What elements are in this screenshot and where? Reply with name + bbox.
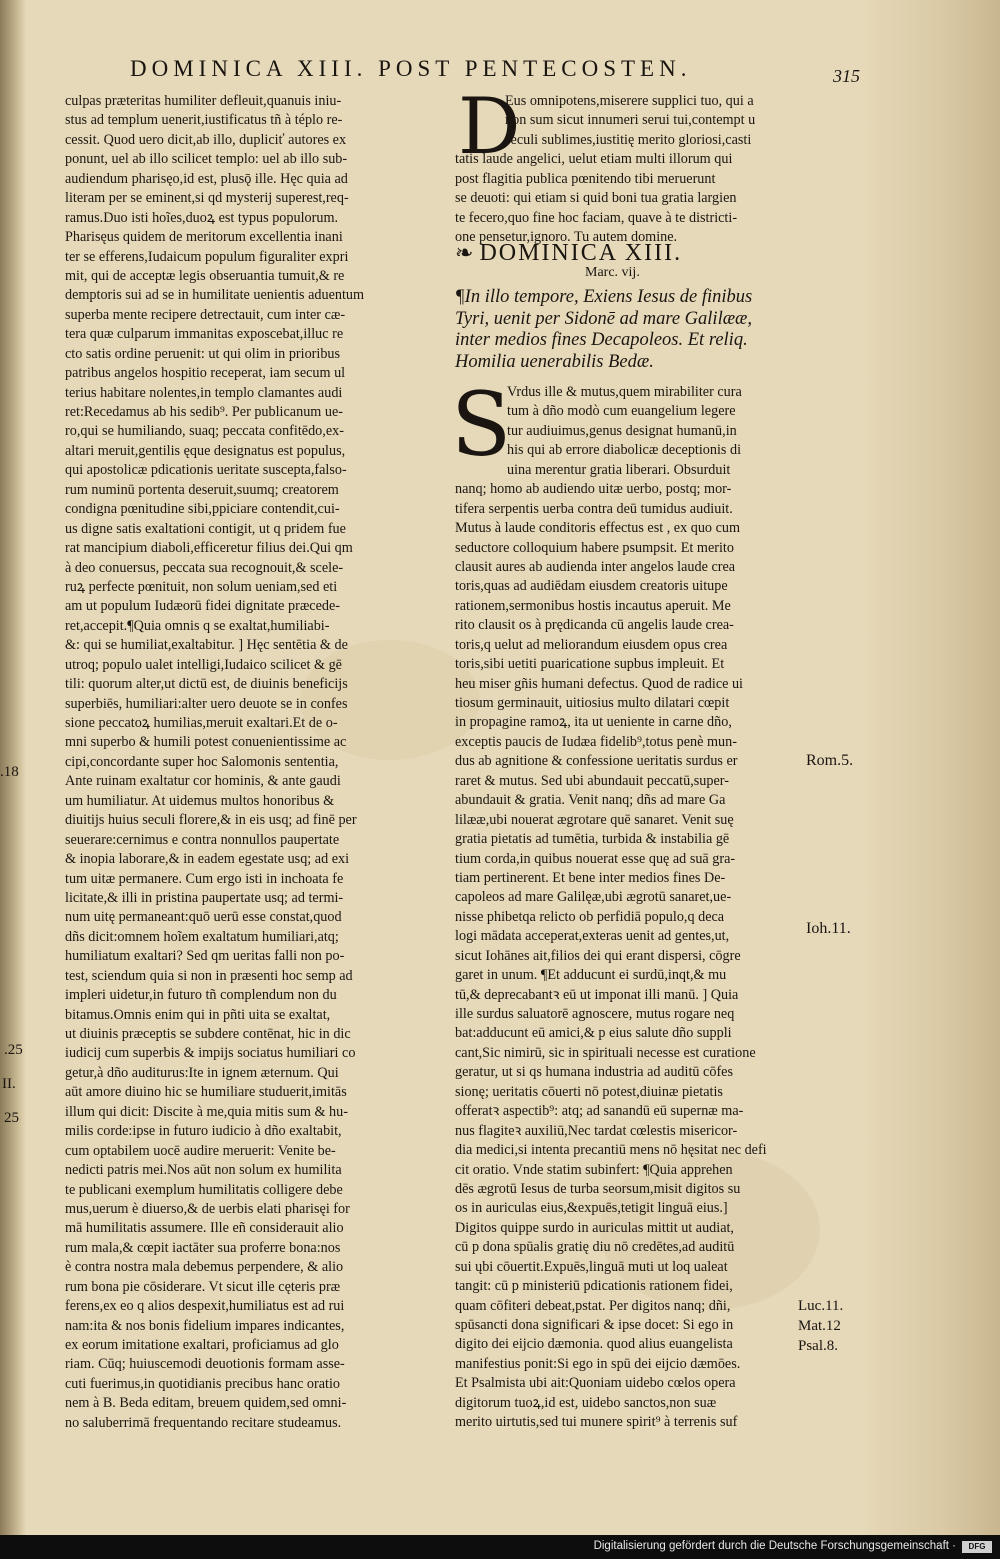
text-line: demptoris sui ad se in humilitate uenientis aduentum (65, 287, 365, 304)
text-line: lilææ,ubi nouerat ægrotare quē sanaret. Venit suę (455, 811, 734, 828)
text-line: toris,q uelut ad meliorandum eiusdem opus crea (455, 636, 728, 653)
text-line: Mutus à laude conditoris effectus est , ex quo cum (455, 520, 740, 537)
text-line: us digne satis exaltationi contigit, ut q pridem fue (65, 520, 346, 537)
text-line: tium corda,in quibus nouerat esse quę ad suā gra- (455, 850, 736, 867)
text-line: getur,à dño auditurus:Ite in ignem æternum. Qui (65, 1064, 339, 1081)
text-line: stus ad templum uenerit,iustificatus tñ à téplo re- (65, 112, 343, 129)
text-line: uina merentur gratia liberari. Obsurduit (507, 461, 731, 478)
text-line: nisse phibetqa relicto ob perfidiā populo,q deca (455, 908, 725, 925)
text-line: bitamus.Omnis enim qui in pñti uita se exaltat, (65, 1006, 331, 1023)
margin-note-right: Rom.5. (806, 752, 854, 769)
margin-note-left: .18 (0, 764, 19, 780)
text-line: audiendum pharisęo,id est, plusǭ ille. Hęc quia ad (65, 170, 348, 187)
text-line: nanq; homo ab audiendo uitæ uerbo, postq; mor- (455, 481, 732, 498)
text-line: no saluberrimā frequentando recitare studeamus. (65, 1414, 342, 1431)
text-line: seculi sublimes,iustitię merito gloriosi,casti (505, 131, 752, 148)
text-line: cit oratio. Vnde statim subinfert: ¶Quia apprehen (455, 1161, 733, 1178)
text-line: merito uirtutis,sed tui munere spirit⁹ à terrenis suf (455, 1414, 738, 1431)
text-line: ferens,ex eo q alios despexit,humiliatus est ad rui (65, 1298, 345, 1315)
text-line: rum mala,& cœpit iactāter sua proferre bona:nos (65, 1239, 341, 1256)
text-line: clausit aures ab audienda inter angelos laude crea (455, 558, 736, 575)
text-line: manifestius ponit:Si ego in spū dei eijcio dæmōes. (455, 1355, 741, 1372)
homily-text (455, 383, 797, 1433)
text-line: toris,sibi uetiti puaricatione supbus impleuit. Et (455, 656, 725, 673)
text-line: tur audiuimus,genus designat humanū,in (507, 422, 737, 439)
text-line: tiam pertinerent. Et bene inter medios fines De- (455, 869, 726, 886)
text-line: am ut populum Iudæorū fidei dignitate præcede- (65, 598, 341, 615)
text-line: test, sciendum quia si non in præsenti hoc semp ad (65, 967, 353, 984)
text-line: tum uitæ permanere. Cum ergo isti in inchoata fe (65, 870, 344, 887)
text-line: dñs dicit:omnem hoĩem exaltatum humiliari,atq; (65, 928, 339, 945)
text-line: num uitę permaneant:quō uerū esse constat,quod (65, 909, 342, 926)
margin-note-left: .25 (4, 1042, 23, 1058)
margin-note-right: Psal.8. (798, 1338, 839, 1354)
text-line: mit, qui de acceptæ legis obseruantia tumuit,& re (65, 267, 345, 284)
text-line: quam cōfiteri debeat,pstat. Per digitos nanq; dñi, (455, 1297, 731, 1314)
text-line: ret,accepit.¶Quia omnis q se exaltat,humiliabi- (65, 617, 330, 634)
text-line: os in auriculas eius,&expuēs,tetigit linguā eius.] (455, 1200, 728, 1217)
text-line: tū,& deprecabantꝛ eū ut imponat illi manū. ] Quia (455, 986, 739, 1003)
text-line: abundauit & gratia. Venit nanq; dñs ad mare Ga (455, 792, 726, 809)
text-line: bat:adducunt eū amici,& p eius salute dño suppli (455, 1025, 732, 1042)
text-line: cant,Sic nimirū, sic in spirituali necesse est curatione (455, 1044, 756, 1061)
text-line: ret:Recedamus ab his sedib⁹. Per publicanum ue- (65, 404, 343, 420)
text-line: dia medici,si intenta precantiū mens nō hęsitat nec defi (455, 1142, 767, 1159)
incipit-line: Homilia uenerabilis Bedæ. (455, 351, 654, 372)
text-line: & inopia laborare,& in eadem egestate usq; ad exi (65, 851, 350, 868)
text-line: mā humilitatis assumere. Ille eñ considerauit alio (65, 1220, 344, 1237)
text-line: rum bona pie cōsiderare. Vt sicut ille cęteris præ (65, 1278, 341, 1295)
text-line: condigna pœnitudine sibi,ppiciare contendit,cui- (65, 501, 340, 518)
text-line: sione peccatoꝝ humilias,meruit exaltari.Et de o- (65, 715, 338, 731)
page-edge-shading (860, 0, 1000, 1535)
text-line: one pensetur,ignoro. Tu autem domine. (455, 229, 678, 246)
text-line: garet in unum. ¶Et adducunt ei surdū,inqt,& mu (455, 967, 727, 984)
text-line: Ante ruinam exaltatur cor hominis, & ante gaudi (65, 773, 341, 790)
prayer-initial: D (458, 82, 521, 172)
text-line: toris,quas ad audiēdam eiusdem creatoris uitupe (455, 578, 728, 595)
text-line: sionę; ueritatis cōuerti nō potest,diuinæ pietatis (455, 1083, 723, 1100)
text-line: mus,uerum è diuerso,& de uerbis elati pharisęi for (65, 1200, 350, 1217)
text-line: cipi,concordante super hoc Salomonis sententia, (65, 753, 339, 770)
text-line: seductore colloquium habere psumpsit. Et merito (455, 539, 734, 556)
text-line: rationem,sermonibus hostis incautus aperuit. Me (455, 597, 731, 614)
text-line: heu miser gñis humani defectus. Quod de radice ui (455, 675, 744, 692)
text-line: offeratꝛ aspectib⁹: atq; ad sanandū eū supernæ ma- (455, 1103, 744, 1120)
text-line: Vrdus ille & mutus,quem mirabiliter cura (507, 384, 742, 400)
running-title: DOMINICA XIII. POST PENTECOSTEN. (130, 56, 692, 81)
text-line: cessit. Quod uero dicit,ab illo, dupliciť autores ex (65, 131, 347, 148)
margin-note-left: 25 (4, 1110, 19, 1126)
text-line: non sum sicut innumeri serui tui,contempt u (505, 112, 756, 129)
text-line: è contra nostra mala debemus perpendere, & alio (65, 1259, 344, 1276)
prayer-text (455, 92, 797, 248)
text-line: superba mente recipere detrectauit, cum inter cæ- (65, 306, 346, 323)
text-line: logi mādata acceperat,exteras uenit ad gentes,ut, (455, 928, 730, 945)
incipit-line: ¶In illo tempore, Exiens Iesus de finibus (455, 287, 753, 307)
text-line: cū p dona spūalis gratię diu nō credētes,ad auditū (455, 1239, 735, 1256)
margin-note-right: Mat.12 (798, 1318, 841, 1334)
text-line: ro,qui se humiliando, suaq; peccata confitēdo,ex- (65, 423, 344, 440)
text-line: ponunt, uel ab illo scilicet templo: uel ab illo sub- (65, 151, 348, 168)
text-line: rito clausit os à prędicanda cū angelis laude crea- (455, 617, 734, 634)
homily-initial: S (451, 373, 512, 476)
text-line: rum numinū portenta deseruit,suumq; creatorem (65, 481, 339, 498)
text-line: digitorum tuoꝝ,id est, uidebo sanctos,non suæ (455, 1394, 717, 1411)
fleuron-ornament: ❧ (455, 240, 476, 265)
gospel-incipit (455, 287, 810, 373)
text-line: geratur, ut si qs humana industria ad auditū cōfes (455, 1064, 733, 1081)
text-line: tiosum germinauit, uitiosius multo dilatari cœpit (455, 695, 730, 711)
text-line: culpas præteritas humiliter defleuit,quanuis iniu- (65, 93, 342, 109)
text-line: his qui ab errore diabolicæ deceptionis di (507, 442, 742, 459)
text-line: iudicij cum superbis & impijs sociatus humiliari co (65, 1045, 356, 1062)
text-line: tera quæ culparum immanitas exposcebat,illuc re (65, 326, 344, 343)
text-line: tangit: cū p ministeriū pdicationis rationem fidei, (455, 1278, 733, 1295)
text-line: spūsancti dona significari & ipse docet: Si ego in (455, 1317, 734, 1333)
text-line: digito dei eijcio dæmonia. quod alius euangelista (455, 1336, 733, 1353)
text-line: ex eorum imitatione exaltari, proficiamus ad glo (65, 1337, 339, 1353)
text-line: te publicani exemplum humilitatis colligere debe (65, 1181, 343, 1198)
text-line: capoleos ad mare Galilęæ,ubi ægrotū sanaret,ue- (455, 889, 732, 906)
text-line: dēs ægrotū Iesus de turba seorsum,misit digitos su (455, 1180, 741, 1197)
text-line: cto satis ordine peruenit: ut qui olim in prioribus (65, 345, 341, 362)
section-title: DOMINICA XIII. (479, 240, 683, 266)
text-line: utroq; populo ualet intelligi,Iudaico scilicet & gē (65, 656, 342, 673)
text-line: mni superbo & humili potest conuenientissime ac (65, 734, 347, 751)
margin-note-left: II. (2, 1076, 16, 1092)
text-line: patribus angelos hospitio receperat, iam secum ul (65, 365, 346, 382)
text-line: nam:ita & nos bonis fidelium impares indicantes, (65, 1317, 345, 1334)
text-line: rat mancipium diaboli,efficeretur filius dei.Qui qm (65, 540, 353, 557)
text-line: gratia pietatis ad tumētia, turbida & instabilia gē (455, 831, 730, 848)
margin-note-right: Ioh.11. (806, 920, 851, 937)
text-line: tatis laude angelici, uelut etiam multi illorum qui (455, 151, 733, 168)
text-line: impleri uidetur,in futuro tñ complendum non du (65, 987, 337, 1004)
left-column-text (65, 92, 407, 1433)
funding-notice: Digitalisierung gefördert durch die Deutsche Forschungsgemeinschaft · (593, 1540, 956, 1552)
text-line: ramus.Duo isti hoĩes,duoꝝ est typus populorum. (65, 209, 339, 226)
incipit-line: Tyri, uenit per Sidonē ad mare Galilææ, (455, 308, 753, 329)
text-line: humiliatum exaltari? Sed qm ueritas falli non po- (65, 948, 345, 965)
text-line: diuitijs huius seculi florere,& in eis usq; ad finē per (65, 812, 357, 829)
text-line: te fecero,quo fine hoc faciam, quave à te districti- (455, 209, 738, 226)
text-line: sui ųbi cōuertit.Expuēs,linguā muti ut loq ualeat (455, 1258, 728, 1275)
text-line: dus ab agnitione & confessione ueritatis surdus er (455, 753, 738, 770)
text-line: seuerare:cernimus e contra nonnullos paupertate (65, 831, 340, 848)
text-line: ille surdus saluatorē agnoscere, mutus rogare neq (455, 1006, 735, 1022)
margin-note-right: Luc.11. (798, 1298, 844, 1314)
text-line: illum qui dicit: Discite à me,quia mitis sum & hu- (65, 1103, 348, 1120)
folio-number: 315 (833, 66, 860, 86)
digitization-footer (0, 1535, 1000, 1559)
text-line: milis corde:ipse in futuro iudicio à dño exaltabit, (65, 1123, 342, 1140)
text-line: ruꝝ perfecte pœnituit, non solum ueniam,sed eti (65, 578, 338, 595)
text-line: exceptis paucis de Iudæa fidelib⁹,totus penè mun- (455, 733, 737, 750)
gospel-reference: Marc. vij. (585, 265, 640, 280)
text-line: riam. Cūq; huiuscemodi deuotionis formam asse- (65, 1356, 345, 1373)
text-line: superbiēs, humiliari:alter uero deuote se in confes (65, 695, 348, 712)
text-line: à deo conuersus, peccata sua recognouit,& scele- (65, 559, 344, 576)
text-line: Eus omnipotens,miserere supplici tuo, qui a (505, 93, 754, 109)
text-line: qui apostolicæ pdicationis ueritate suscepta,falso- (65, 462, 347, 479)
text-line: in propagine ramoꝝ, ita ut ueniente in carne dño, (455, 714, 732, 731)
text-line: altari meruit,gentilis ęque designatus est populus, (65, 442, 346, 459)
text-line: &: qui se humiliat,exaltabitur. ] Hęc sentētia & de (65, 637, 348, 654)
text-line: cuti fuerimus,in quotidianis precibus hanc oratio (65, 1375, 341, 1392)
text-line: nedicti patris mei.Nos aūt non solum ex humilita (65, 1162, 342, 1179)
text-line: licitate,& illi in pristina paupertate usq; ad termi- (65, 889, 344, 906)
text-line: terius habitare nolentes,in templo clamantes audi (65, 384, 343, 401)
text-line: literam per se eminent,si qd mysterij superest,req- (65, 190, 349, 207)
text-line: tum à dño modò cum euangelium legere (507, 403, 736, 420)
text-line: tili: quorum alter,ut dictū est, de diuinis beneficijs (65, 676, 348, 693)
text-line: ter se efferens,Iudaicum populum figuraliter expri (65, 248, 349, 265)
text-line: Et Psalmista ubi ait:Quoniam uidebo cœlos opera (455, 1375, 736, 1392)
incipit-line: inter medios fines Decapoleos. Et reliq. (455, 330, 748, 350)
text-line: nem à B. Beda editam, breuem quidem,sed omni- (65, 1395, 347, 1412)
text-line: um humiliatur. At uidemus multos honoribus & (65, 792, 335, 809)
dfg-logo: DFG (962, 1541, 992, 1553)
text-line: post flagitia publica pœnitendo tibi meruerunt (455, 170, 716, 187)
text-line: cum optabilem uocē audire meruerit: Venite be- (65, 1142, 336, 1159)
text-line: tifera serpentis uerba contra deū tumidus audiuit. (455, 500, 733, 517)
text-line: nus flagiteꝛ auxiliū,Nec tardat cœlestis misericor- (455, 1122, 738, 1139)
text-line: Pharisęus quidem de meritorum excellentia inani (65, 229, 343, 246)
text-line: Digitos quippe surdo in auriculas mittit ut audiat, (455, 1219, 734, 1236)
text-line: ut diuinis præceptis se subdere contēnat, hic in dic (65, 1026, 351, 1042)
text-line: sicut Iohānes ait,filios dei qui erant dispersi, cōgre (455, 947, 741, 964)
text-line: se deuoti: qui etiam si quid boni tua gratia largien (455, 190, 737, 207)
text-line: aūt amore diuino hic se humiliare studuerit,imitās (65, 1084, 347, 1101)
section-heading (455, 240, 805, 281)
text-line: raret & mutus. Sed ubi abundauit peccatū,super- (455, 772, 729, 789)
